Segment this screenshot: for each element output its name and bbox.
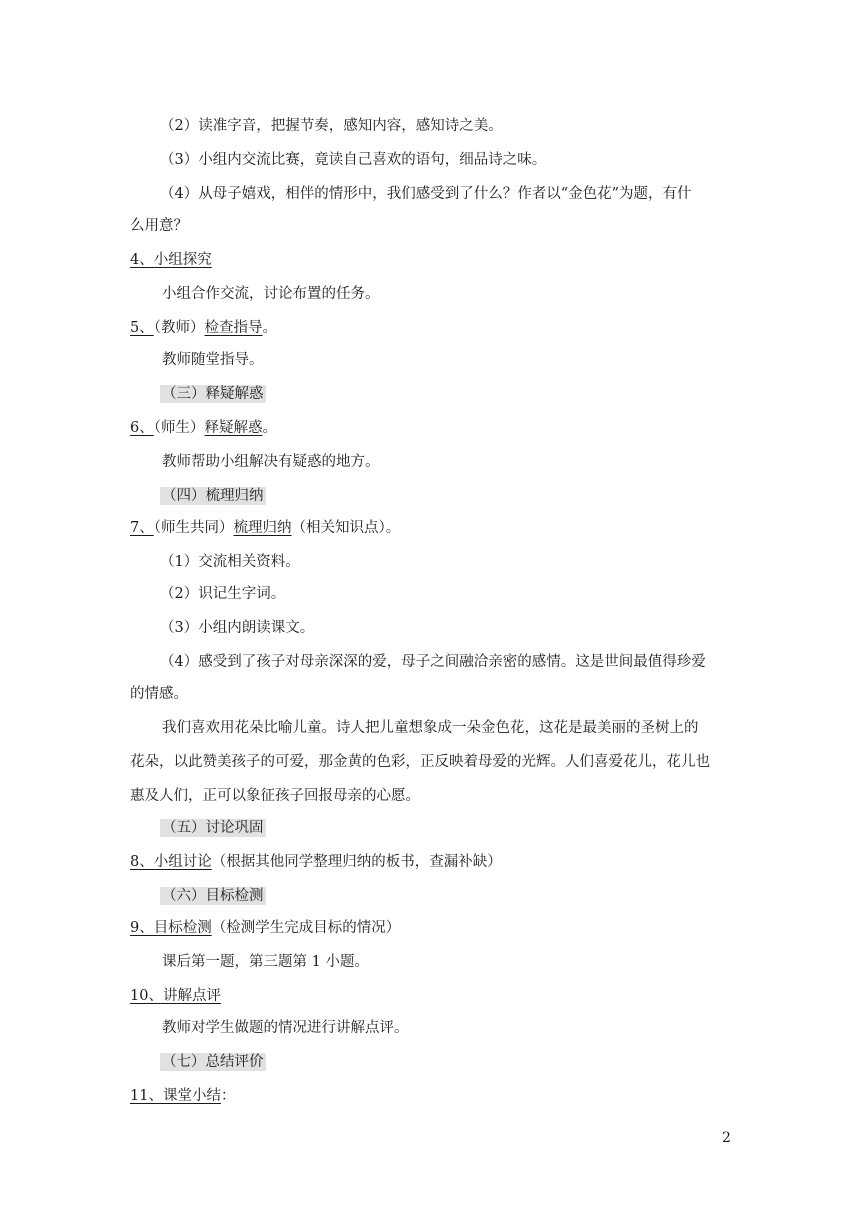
heading-5 (130, 318, 277, 338)
heading-6-role: （师生） (153, 420, 205, 436)
heading-11-title: 11、课堂小结 (130, 1088, 221, 1104)
step-3-item-4-line2: 么用意？ (130, 218, 188, 234)
summary-item-3: （3）小组内朗读课文。 (160, 620, 315, 636)
paragraph-6: 教师帮助小组解决有疑惑的地方。 (162, 454, 380, 470)
heading-6-end: 。 (262, 420, 277, 436)
section-5-heading: （五）讨论巩固 (162, 820, 264, 836)
step-3-item-3: （3）小组内交流比赛，竟读自己喜欢的语句，细品诗之味。 (160, 152, 547, 168)
heading-10: 10、讲解点评 (130, 988, 221, 1004)
section-4-heading: （四）梳理归纳 (162, 488, 264, 504)
heading-5-end: 。 (262, 320, 277, 336)
heading-4: 4、小组探究 (130, 252, 212, 268)
heading-7 (130, 518, 400, 538)
heading-7-role: （师生共同） (153, 520, 234, 536)
heading-8-title: 8、小组讨论 (130, 854, 212, 870)
heading-7-title: 梳理归纳 (233, 520, 292, 536)
summary-item-4-line1: （4）感受到了孩子对母亲深深的爱，母子之间融洽亲密的感情。这是世间最值得珍爱 (160, 654, 706, 670)
step-3-item-4-line1: （4）从母子嬉戏，相伴的情形中，我们感受到了什么？作者以“金色花”为题，有什 (160, 186, 692, 202)
heading-8-note: （根据其他同学整理归纳的板书，查漏补缺） (211, 854, 502, 870)
flower-paragraph-line3: 惠及人们，正可以象征孩子回报母亲的心愿。 (130, 788, 420, 804)
heading-11 (130, 1086, 235, 1106)
heading-9 (130, 918, 400, 938)
paragraph-9: 课后第一题，第三题第 1 小题。 (162, 954, 369, 970)
heading-9-note: （检测学生完成目标的情况） (211, 920, 401, 936)
heading-11-colon: ： (220, 1088, 236, 1104)
flower-paragraph-line1: 我们喜欢用花朵比喻儿童。诗人把儿童想象成一朵金色花，这花是最美丽的圣树上的 (162, 720, 699, 736)
heading-6-title: 释疑解惑 (204, 420, 263, 436)
paragraph-4: 小组合作交流，讨论布置的任务。 (162, 286, 380, 302)
heading-5-role: （教师） (153, 320, 205, 336)
heading-9-title: 9、目标检测 (130, 920, 212, 936)
heading-7-note: （相关知识点）。 (291, 520, 401, 536)
section-3-heading: （三）释疑解惑 (162, 386, 264, 402)
step-3-item-2: （2）读准字音，把握节奏，感知内容，感知诗之美。 (160, 118, 503, 134)
heading-6-num: 6、 (130, 420, 154, 436)
paragraph-10: 教师对学生做题的情况进行讲解点评。 (162, 1020, 409, 1036)
page-number: 2 (722, 1130, 731, 1146)
heading-7-num: 7、 (130, 520, 154, 536)
summary-item-4-line2: 的情感。 (130, 686, 188, 702)
heading-8 (130, 852, 502, 872)
summary-item-2: （2）识记生字词。 (160, 586, 286, 602)
summary-item-1: （1）交流相关资料。 (160, 554, 300, 570)
heading-6 (130, 418, 277, 438)
section-6-heading: （六）目标检测 (162, 888, 264, 904)
heading-5-num: 5、 (130, 320, 154, 336)
heading-5-title: 检查指导 (204, 320, 263, 336)
flower-paragraph-line2: 花朵，以此赞美孩子的可爱，那金黄的色彩，正反映着母爱的光辉。人们喜爱花儿，花儿也 (130, 754, 710, 770)
section-7-heading: （七）总结评价 (162, 1054, 264, 1070)
paragraph-5: 教师随堂指导。 (162, 352, 264, 368)
